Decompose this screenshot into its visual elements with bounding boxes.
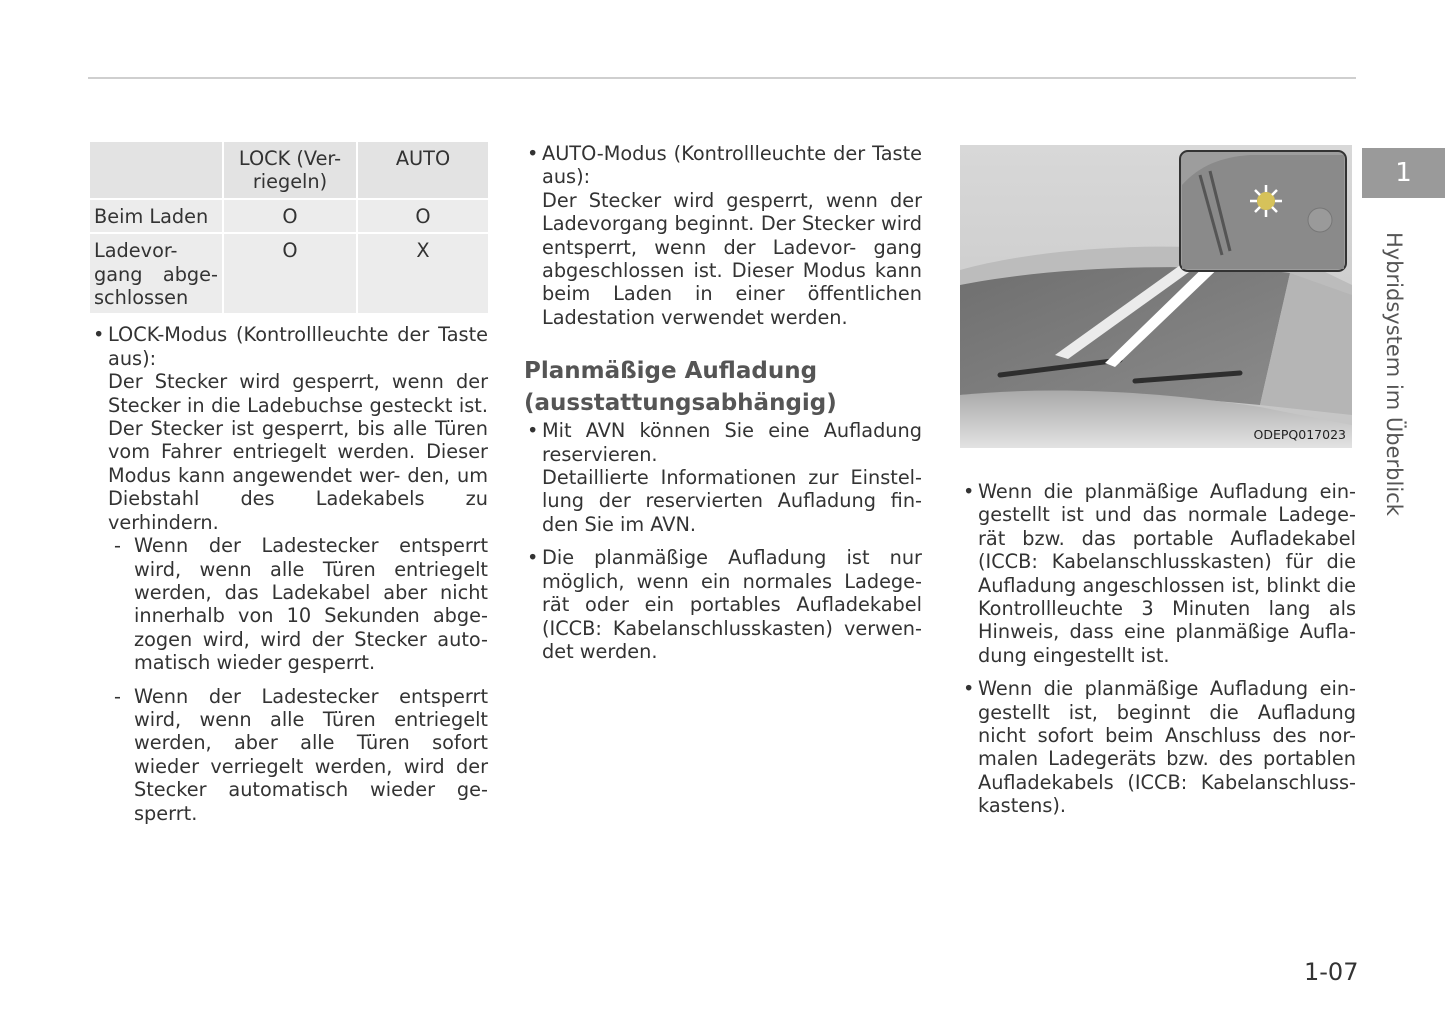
lock-mode-body: Der Stecker wird gesperrt, wenn der Stecker in die Ladebuchse gesteckt ist. Der Stecker ist gesperrt, bis alle Türen vom Fahrer entriegelt werden. Dieser Modus kann angewendet wer- den, um Diebstahl des Ladekabels zu verhindern. xyxy=(108,370,488,534)
auto-mode-bullet xyxy=(524,142,922,329)
dash-mark: - xyxy=(114,534,121,558)
table-cell-lock: O xyxy=(224,234,358,315)
blink-bullet xyxy=(960,480,1356,667)
avn-bullet xyxy=(524,419,922,536)
delay-bullet xyxy=(960,677,1356,817)
charger-text: Die planmäßige Aufladung ist nur möglich, wenn ein normales Ladege- rät oder ein portables Aufladekabel (ICCB: Kabelanschlusskasten) verwen- det werden. xyxy=(542,546,922,663)
delay-text: Wenn die planmäßige Aufladung ein- gestellt ist, beginnt die Aufladung nicht sofort beim Anschluss des nor- malen Ladegeräts bzw. des portablen Aufladekabels (ICCB: Kabelanschluss- kastens). xyxy=(978,677,1356,818)
table-cell-lock: O xyxy=(224,200,358,234)
lock-dash-item xyxy=(108,534,488,674)
auto-mode-title: AUTO-Modus (Kontrollleuchte der Taste aus): xyxy=(542,142,922,189)
bullet-mark: • xyxy=(527,142,539,165)
column-left xyxy=(90,142,488,825)
table-cell-auto: O xyxy=(358,200,488,234)
header-rule xyxy=(88,77,1356,79)
bullet-mark: • xyxy=(93,323,105,347)
dashboard-illustration xyxy=(960,145,1352,448)
lock-dash-text-2: Wenn der Ladestecker entsperrt wird, wenn alle Türen entriegelt werden, aber alle Türen sofort wieder verriegelt werden, wird der Stecker automatisch wieder ge- sperrt. xyxy=(134,684,488,825)
table-row-label: Beim Laden xyxy=(90,200,224,234)
section-heading-line2: (ausstattungsabhängig) xyxy=(524,390,837,417)
auto-mode-body: Der Stecker wird gesperrt, wenn der Ladevorgang beginnt. Der Stecker wird entsperrt, wenn der Ladevor- gang abgeschlossen ist. Dieser Modus kann beim Laden in einer öffentlichen Ladestation verwendet werden. xyxy=(542,188,922,329)
car-windshield-image xyxy=(960,145,1352,448)
avn-body: Detaillierte Informationen zur Einstel- lung der reservierten Aufladung fin- den Sie im AVN. xyxy=(542,466,922,536)
table-header-row xyxy=(90,142,488,200)
blink-text: Wenn die planmäßige Aufladung ein- gestellt ist und das normale Ladege- rät bzw. das portable Aufladekabel (ICCB: Kabelanschlusskasten) für die Aufladung angeschlossen ist, blinkt die Kontrollleuchte 3 Minuten lang als Hinweis, dass eine planmäßige Aufla- dung eingestellt ist. xyxy=(978,480,1356,667)
dash-mark: - xyxy=(114,684,121,708)
bullet-mark: • xyxy=(527,546,539,570)
chapter-tab: 1 xyxy=(1362,148,1445,198)
table-row xyxy=(90,234,488,315)
figure-code: ODEPQ017023 xyxy=(1253,426,1346,442)
bullet-mark: • xyxy=(963,480,975,503)
section-heading-line1: Planmäßige Aufladung xyxy=(524,358,818,385)
lock-mode-title: LOCK-Modus (Kontrollleuchte der Taste aus): xyxy=(108,323,488,370)
lock-dash-item xyxy=(108,685,488,825)
table-row xyxy=(90,200,488,234)
table-cell-auto: X xyxy=(358,234,488,315)
avn-title: Mit AVN können Sie eine Aufladung reservieren. xyxy=(542,419,922,466)
section-heading xyxy=(524,355,922,419)
table-row-label: Ladevor- gang abge- schlossen xyxy=(90,234,224,315)
lock-dash-text-1: Wenn der Ladestecker entsperrt wird, wenn alle Türen entriegelt werden, das Ladekabel aber nicht innerhalb von 10 Sekunden abge- zogen wird, wird der Stecker auto- matisch wieder gesperrt. xyxy=(134,534,488,675)
charger-bullet xyxy=(524,546,922,663)
column-middle xyxy=(524,142,922,663)
bullet-mark: • xyxy=(527,419,539,443)
chapter-title: Hybridsystem im Überblick xyxy=(1382,232,1406,516)
table-header-auto: AUTO xyxy=(358,142,488,200)
column-right xyxy=(960,145,1356,818)
table-header-lock: LOCK (Ver- riegeln) xyxy=(224,142,358,200)
lock-mode-bullet xyxy=(90,323,488,534)
page-number: 1-07 xyxy=(1304,958,1359,986)
bullet-mark: • xyxy=(963,677,975,701)
lock-mode-table xyxy=(90,142,488,315)
table-header-empty xyxy=(90,142,224,200)
